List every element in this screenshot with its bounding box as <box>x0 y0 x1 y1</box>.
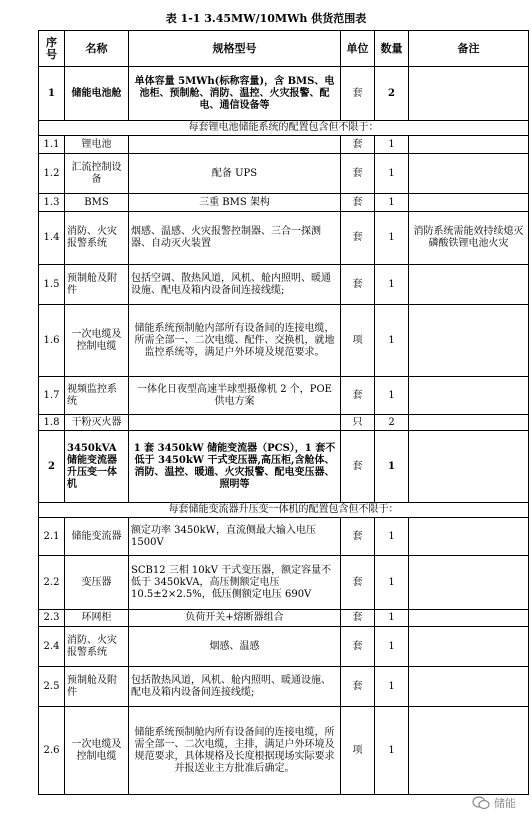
cell-unit: 套 <box>341 194 375 212</box>
cell-qty: 1 <box>375 305 409 377</box>
cell-note <box>409 136 529 154</box>
cell-unit: 套 <box>341 431 375 503</box>
cell-note <box>409 556 529 610</box>
cell-spec: 配备 UPS <box>129 154 341 194</box>
cell-no: 1 <box>39 67 65 121</box>
cell-spec: 单体容量 5MWh(标称容量)，含 BMS、电池柜、预制舱、消防、温控、火灾报警、配电、通信设备等 <box>129 67 341 121</box>
cell-unit: 套 <box>341 518 375 556</box>
cell-name: 储能电池舱 <box>65 67 129 121</box>
cell-note <box>409 667 529 707</box>
cell-note: 消防系统需能效持续熄灭磷酸铁锂电池火灾 <box>409 212 529 265</box>
cell-unit: 项 <box>341 305 375 377</box>
cell-name: 干粉灭火器 <box>65 415 129 431</box>
cell-no: 1.7 <box>39 377 65 415</box>
cell-no: 1.1 <box>39 136 65 154</box>
section-2-label: 每套储能变流器升压变一体机的配置包含但不限于： <box>39 503 529 518</box>
cell-note <box>409 194 529 212</box>
cell-qty: 1 <box>375 194 409 212</box>
wechat-icon <box>472 796 490 810</box>
cell-qty: 1 <box>375 556 409 610</box>
cell-no: 1.4 <box>39 212 65 265</box>
table-row <box>39 377 529 415</box>
cell-unit: 套 <box>341 154 375 194</box>
section-row <box>39 503 529 518</box>
cell-no: 2.2 <box>39 556 65 610</box>
cell-note <box>409 707 529 795</box>
cell-unit: 套 <box>341 377 375 415</box>
cell-note <box>409 265 529 305</box>
cell-note <box>409 415 529 431</box>
cell-spec <box>129 415 341 431</box>
section-row <box>39 121 529 136</box>
cell-unit: 项 <box>341 707 375 795</box>
cell-spec: SCB12 三相 10kV 干式变压器，额定容量不低于 3450kVA，高压侧额定电压10.5±2×2.5%，低压侧额定电压 690V <box>129 556 341 610</box>
cell-spec: 1 套 3450kW 储能变流器（PCS），1 套不低于 3450kW 干式变压器,高压柜,含舱体、消防、温控、暖通、火灾报警、配电变压器、照明等 <box>129 431 341 503</box>
cell-spec: 包括散热风道，风机、舱内照明、暖通设施、配电及箱内设备间连接线缆; <box>129 667 341 707</box>
table-row <box>39 67 529 121</box>
table-row <box>39 707 529 795</box>
cell-unit: 套 <box>341 556 375 610</box>
cell-no: 2.5 <box>39 667 65 707</box>
cell-name: 预制舱及附件 <box>65 265 129 305</box>
cell-no: 2.6 <box>39 707 65 795</box>
cell-unit: 套 <box>341 265 375 305</box>
cell-name: 一次电缆及控制电缆 <box>65 305 129 377</box>
cell-unit: 套 <box>341 212 375 265</box>
cell-unit: 套 <box>341 67 375 121</box>
watermark-text: 储能 <box>494 797 516 810</box>
supply-scope-table <box>38 30 529 795</box>
cell-name: 消防、火灾报警系统 <box>65 627 129 667</box>
cell-qty: 1 <box>375 377 409 415</box>
cell-name: 预制舱及附件 <box>65 667 129 707</box>
cell-unit: 套 <box>341 610 375 627</box>
cell-unit: 套 <box>341 136 375 154</box>
cell-note <box>409 305 529 377</box>
cell-no: 2.4 <box>39 627 65 667</box>
table-row <box>39 212 529 265</box>
cell-note <box>409 377 529 415</box>
cell-no: 2 <box>39 431 65 503</box>
cell-note <box>409 431 529 503</box>
cell-name: 环网柜 <box>65 610 129 627</box>
cell-spec: 包括空调、散热风道，风机、舱内照明、暖通设施、配电及箱内设备间连接线缆; <box>129 265 341 305</box>
cell-qty: 1 <box>375 154 409 194</box>
section-1-label: 每套锂电池储能系统的配置包含但不限于： <box>39 121 529 136</box>
cell-qty: 1 <box>375 431 409 503</box>
cell-qty: 2 <box>375 67 409 121</box>
cell-no: 1.6 <box>39 305 65 377</box>
header-note: 备注 <box>409 31 529 67</box>
cell-spec: 三重 BMS 架构 <box>129 194 341 212</box>
watermark <box>472 795 516 811</box>
table-row <box>39 194 529 212</box>
cell-no: 2.3 <box>39 610 65 627</box>
header-name: 名称 <box>65 31 129 67</box>
cell-qty: 1 <box>375 265 409 305</box>
cell-note <box>409 627 529 667</box>
cell-name: 储能变流器 <box>65 518 129 556</box>
cell-no: 1.3 <box>39 194 65 212</box>
cell-no: 1.8 <box>39 415 65 431</box>
table-row <box>39 265 529 305</box>
table-title: 表 1-1 3.45MW/10MWh 供货范围表 <box>165 12 367 25</box>
table-row <box>39 136 529 154</box>
table-row <box>39 518 529 556</box>
cell-spec: 一体化日夜型高速半球型摄像机 2 个，POE 供电方案 <box>129 377 341 415</box>
header-spec: 规格型号 <box>129 31 341 67</box>
cell-spec: 烟感、温感 <box>129 627 341 667</box>
cell-name: BMS <box>65 194 129 212</box>
cell-note <box>409 154 529 194</box>
cell-name: 视频监控系统 <box>65 377 129 415</box>
cell-name: 一次电缆及控制电缆 <box>65 707 129 795</box>
table-row <box>39 154 529 194</box>
cell-qty: 1 <box>375 136 409 154</box>
cell-spec: 烟感、温感、火灾报警控制器、三合一探测器、自动灭火装置 <box>129 212 341 265</box>
cell-qty: 1 <box>375 667 409 707</box>
cell-note <box>409 518 529 556</box>
cell-name: 汇流控制设备 <box>65 154 129 194</box>
cell-qty: 1 <box>375 627 409 667</box>
cell-note <box>409 67 529 121</box>
cell-unit: 只 <box>341 415 375 431</box>
table-row <box>39 667 529 707</box>
cell-name: 3450kVA 储能变流器升压变一体机 <box>65 431 129 503</box>
cell-qty: 1 <box>375 610 409 627</box>
table-row <box>39 415 529 431</box>
cell-qty: 1 <box>375 518 409 556</box>
cell-unit: 套 <box>341 667 375 707</box>
cell-qty: 1 <box>375 707 409 795</box>
table-row <box>39 305 529 377</box>
cell-spec: 储能系统预制舱内所有设备间的连接电缆，所需全部一、二次电缆，主排，满足户外环境及规范要求，具体规格及长度根据现场实际要求并报送业主方批准后确定。 <box>129 707 341 795</box>
cell-spec: 负荷开关+熔断器组合 <box>129 610 341 627</box>
cell-name: 变压器 <box>65 556 129 610</box>
cell-no: 2.1 <box>39 518 65 556</box>
cell-unit: 套 <box>341 627 375 667</box>
cell-no: 1.5 <box>39 265 65 305</box>
header-row <box>39 31 529 67</box>
cell-spec <box>129 136 341 154</box>
cell-spec: 额定功率 3450kW，直流侧最大输入电压 1500V <box>129 518 341 556</box>
cell-no: 1.2 <box>39 154 65 194</box>
header-no: 序号 <box>39 31 65 67</box>
cell-name: 消防、火灾报警系统 <box>65 212 129 265</box>
cell-spec: 储能系统预制舱内部所有设备间的连接电缆，所需全部一、二次电缆、配件、交换机，就地监控系统等，满足户外环境及规范要求。 <box>129 305 341 377</box>
cell-qty: 2 <box>375 415 409 431</box>
table-row <box>39 627 529 667</box>
table-row <box>39 610 529 627</box>
cell-qty: 1 <box>375 212 409 265</box>
cell-name: 锂电池 <box>65 136 129 154</box>
header-unit: 单位 <box>341 31 375 67</box>
table-row <box>39 556 529 610</box>
table-row <box>39 431 529 503</box>
cell-note <box>409 610 529 627</box>
header-qty: 数量 <box>375 31 409 67</box>
